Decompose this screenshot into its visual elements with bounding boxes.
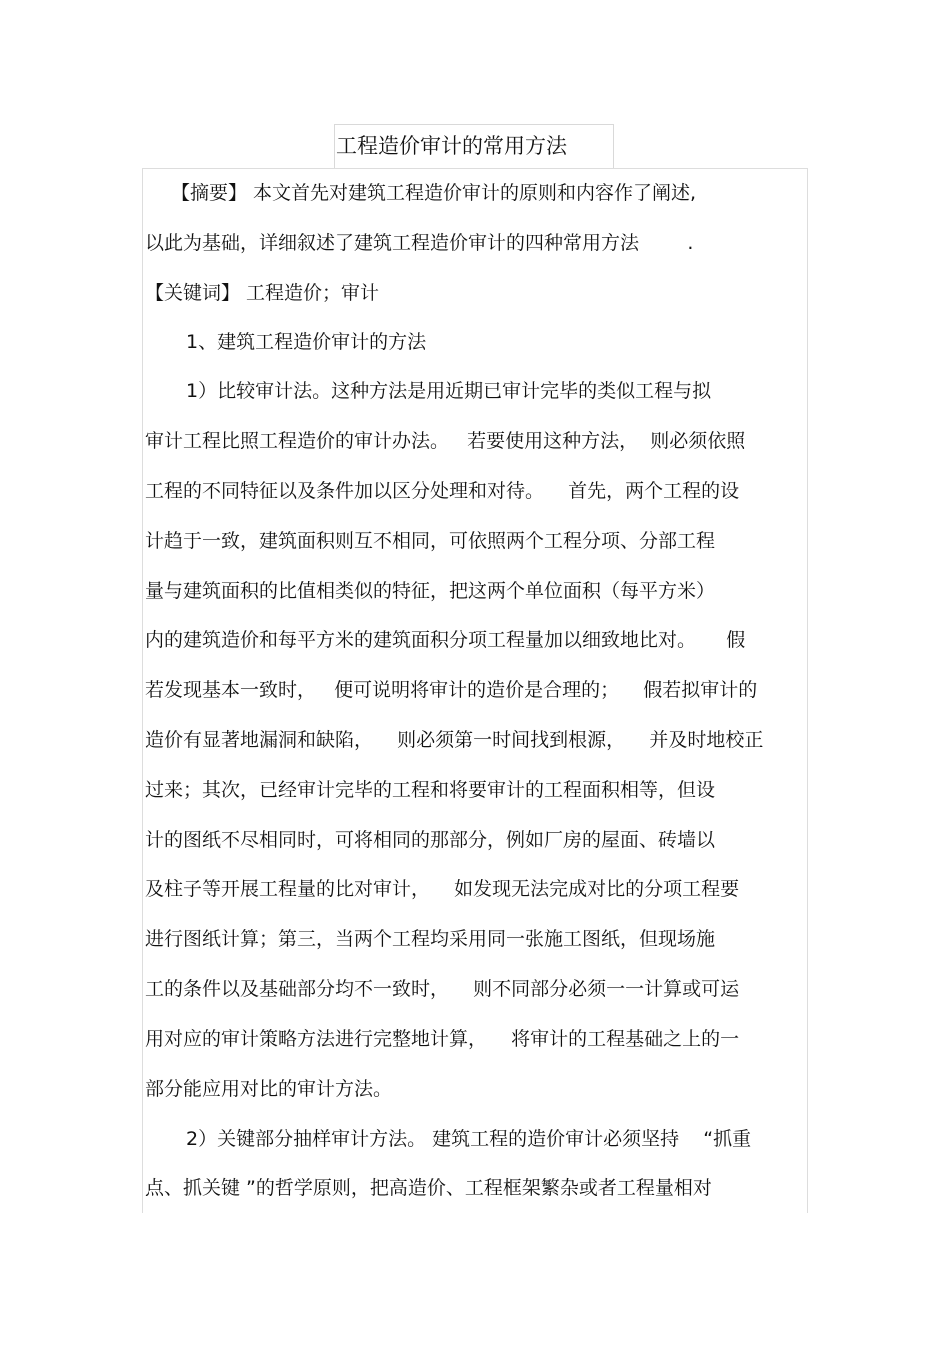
body-line-1: 1）比较审计法。这种方法是用近期已审计完毕的类似工程与拟 bbox=[186, 380, 712, 402]
body-line-12: 进行图纸计算；第三，当两个工程均采用同一张施工图纸，但现场施 bbox=[145, 928, 716, 950]
body-line-14: 用对应的审计策略方法进行完整地计算， 将审计的工程基础之上的一 bbox=[145, 1028, 740, 1050]
abstract-line-2: 以此为基础，详细叙述了建筑工程造价审计的四种常用方法 . bbox=[145, 232, 694, 254]
body-line-9: 过来；其次，已经审计完毕的工程和将要审计的工程面积相等，但设 bbox=[145, 779, 716, 801]
body-line-6: 内的建筑造价和每平方米的建筑面积分项工程量加以细致地比对。 假 bbox=[145, 629, 746, 651]
body-line-2: 审计工程比照工程造价的审计办法。 若要使用这种方法， 则必须依照 bbox=[145, 430, 746, 452]
body-line-3: 工程的不同特征以及条件加以区分处理和对待。 首先，两个工程的设 bbox=[145, 480, 740, 502]
body-line-4: 计趋于一致，建筑面积则互不相同，可依照两个工程分项、分部工程 bbox=[145, 530, 716, 552]
body-line-8: 造价有显著地漏洞和缺陷， 则必须第一时间找到根源， 并及时地校正 bbox=[145, 729, 764, 751]
keywords-line: 【关键词】 工程造价；审计 bbox=[145, 282, 380, 304]
body-line-17: 点、抓关键 ”的哲学原则，把高造价、工程框架繁杂或者工程量相对 bbox=[145, 1177, 712, 1199]
body-line-10: 计的图纸不尽相同时，可将相同的那部分，例如厂房的屋面、砖墙以 bbox=[145, 829, 716, 851]
body-line-15: 部分能应用对比的审计方法。 bbox=[145, 1078, 393, 1100]
section-heading-1: 1、建筑工程造价审计的方法 bbox=[186, 331, 427, 353]
body-line-13: 工的条件以及基础部分均不一致时， 则不同部分必须一一计算或可运 bbox=[145, 978, 740, 1000]
abstract-line-1: 【摘要】 本文首先对建筑工程造价审计的原则和内容作了阐述, bbox=[171, 182, 697, 204]
body-line-5: 量与建筑面积的比值相类似的特征，把这两个单位面积（每平方米） bbox=[145, 580, 716, 602]
body-line-16: 2）关键部分抽样审计方法。 建筑工程的造价审计必须坚持 “抓重 bbox=[186, 1128, 752, 1150]
document-title: 工程造价审计的常用方法 bbox=[336, 134, 567, 158]
body-line-11: 及柱子等开展工程量的比对审计， 如发现无法完成对比的分项工程要 bbox=[145, 878, 740, 900]
body-line-7: 若发现基本一致时， 便可说明将审计的造价是合理的； 假若拟审计的 bbox=[145, 679, 758, 701]
